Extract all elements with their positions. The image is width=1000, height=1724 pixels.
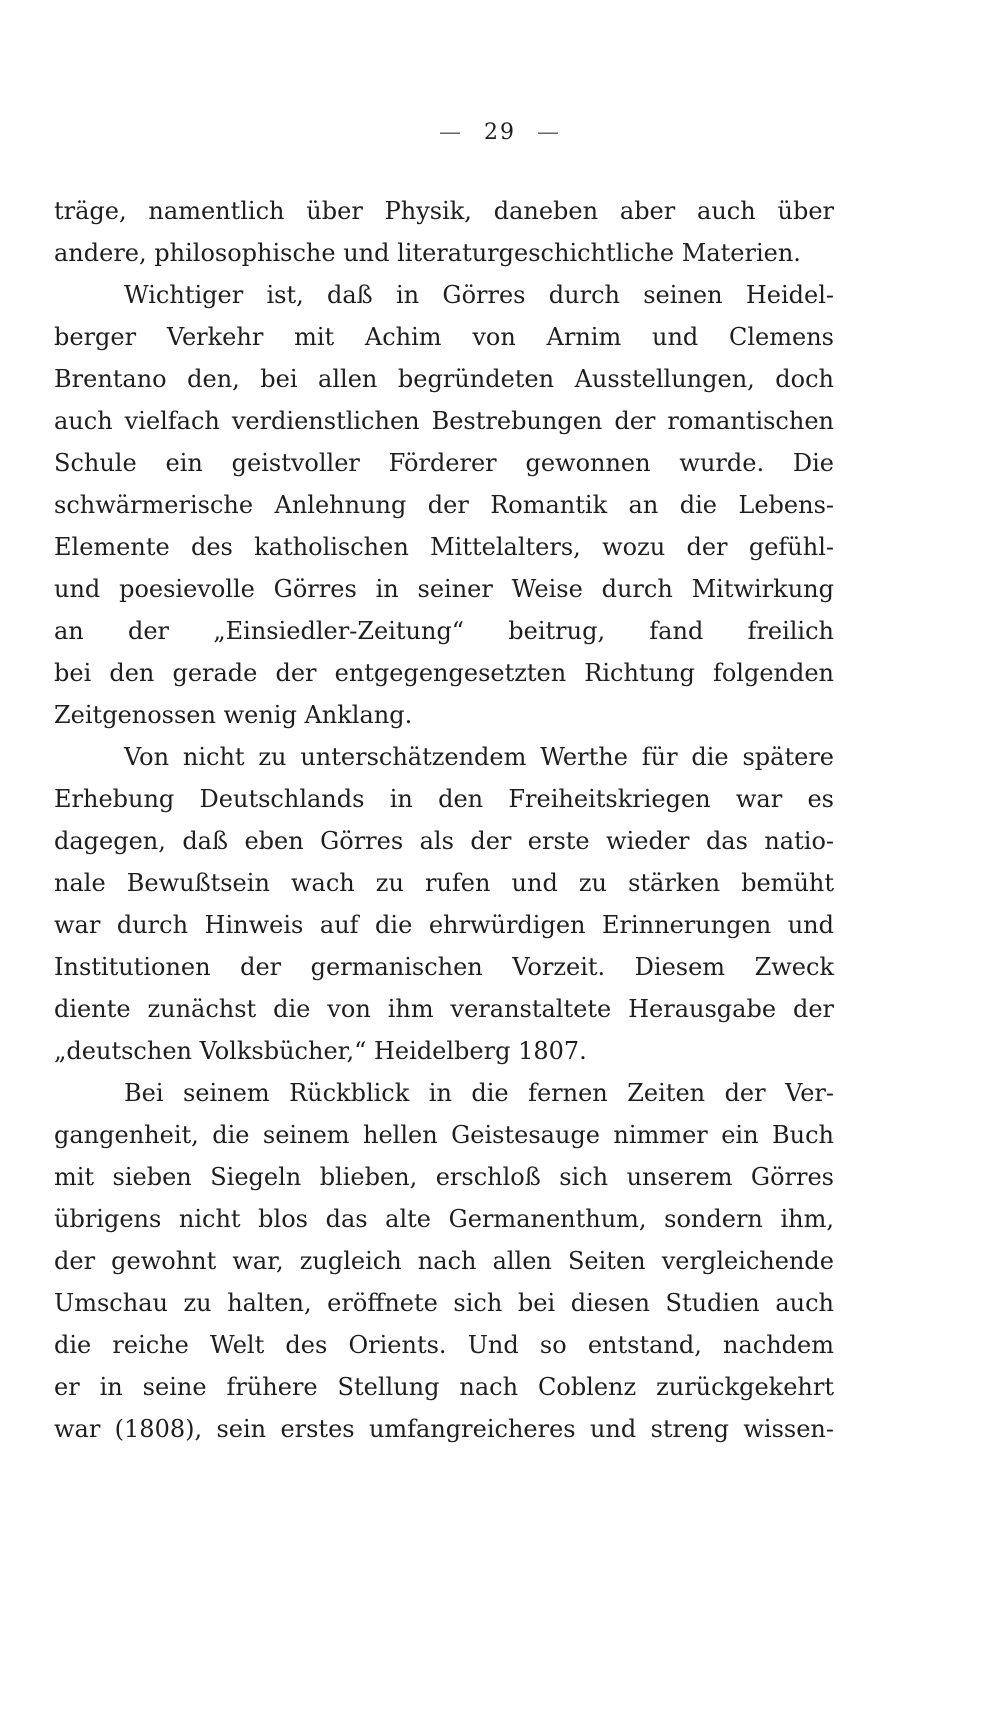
text-line: war (1808), sein erstes umfangreicheres und streng wissen- (54, 1415, 834, 1443)
text-line: übrigens nicht blos das alte Germanenthum, sondern ihm, (54, 1205, 834, 1233)
text-line: er in seine frühere Stellung nach Coblenz zurückgekehrt (54, 1373, 834, 1401)
text-line: dagegen, daß eben Görres als der erste wieder das natio- (54, 827, 834, 855)
text-line: nale Bewußtsein wach zu rufen und zu stärken bemüht (54, 869, 834, 897)
text-line: Elemente des katholischen Mittelalters, wozu der gefühl- (54, 533, 834, 561)
text-line: träge, namentlich über Physik, daneben aber auch über (54, 197, 834, 225)
text-line: Schule ein geistvoller Förderer gewonnen wurde. Die (54, 449, 834, 477)
text-line: Von nicht zu unterschätzendem Werthe für die spätere (124, 743, 834, 771)
text-line: „deutschen Volksbücher,“ Heidelberg 1807. (54, 1037, 587, 1065)
page-header (0, 120, 1000, 145)
text-line: Wichtiger ist, daß in Görres durch seinen Heidel- (124, 281, 834, 309)
text-line: andere, philosophische und literaturgeschichtliche Materien. (54, 239, 801, 267)
text-line: auch vielfach verdienstlichen Bestrebungen der romantischen (54, 407, 834, 435)
text-line: gangenheit, die seinem hellen Geistesauge nimmer ein Buch (54, 1121, 834, 1149)
text-line: war durch Hinweis auf die ehrwürdigen Erinnerungen und (54, 911, 834, 939)
body-text (54, 190, 834, 1450)
text-line: bei den gerade der entgegengesetzten Richtung folgenden (54, 659, 834, 687)
text-line: an der „Einsiedler-Zeitung“ beitrug, fand freilich (54, 617, 834, 645)
text-line: der gewohnt war, zugleich nach allen Seiten vergleichende (54, 1247, 834, 1275)
text-line: Umschau zu halten, eröffnete sich bei diesen Studien auch (54, 1289, 834, 1317)
text-line: und poesievolle Görres in seiner Weise durch Mitwirkung (54, 575, 834, 603)
text-line: Zeitgenossen wenig Anklang. (54, 701, 413, 729)
text-line: berger Verkehr mit Achim von Arnim und Clemens (54, 323, 834, 351)
text-line: Institutionen der germanischen Vorzeit. Diesem Zweck (54, 953, 834, 981)
text-line: Erhebung Deutschlands in den Freiheitskriegen war es (54, 785, 834, 813)
header-dash-left: — (439, 120, 463, 145)
text-line: Brentano den, bei allen begründeten Ausstellungen, doch (54, 365, 834, 393)
text-line: die reiche Welt des Orients. Und so entstand, nachdem (54, 1331, 834, 1359)
header-dash-right: — (537, 120, 561, 145)
text-line: schwärmerische Anlehnung der Romantik an die Lebens- (54, 491, 834, 519)
text-line: mit sieben Siegeln blieben, erschloß sich unserem Görres (54, 1163, 834, 1191)
text-line: diente zunächst die von ihm veranstaltete Herausgabe der (54, 995, 834, 1023)
text-line: Bei seinem Rückblick in die fernen Zeiten der Ver- (124, 1079, 834, 1107)
page-number: 29 (484, 120, 516, 145)
